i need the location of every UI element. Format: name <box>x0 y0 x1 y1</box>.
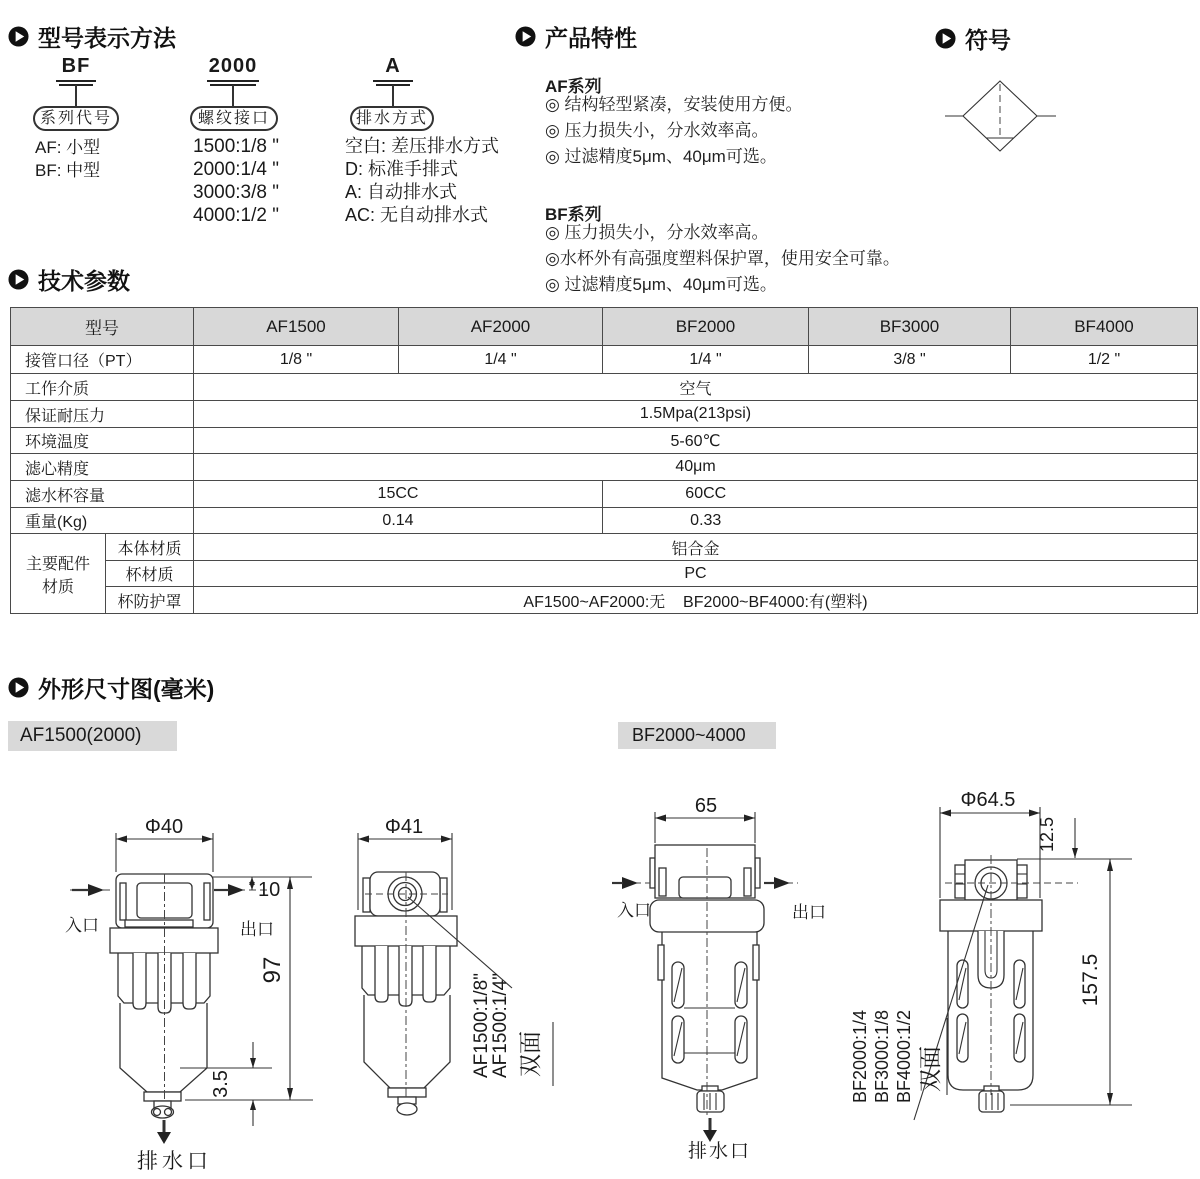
model-item: BF: 中型 <box>35 161 101 180</box>
section-marker-icon <box>935 28 956 49</box>
section-marker-icon <box>8 269 29 290</box>
model-pill: 螺纹接口 <box>190 106 278 131</box>
cell-value: 1/8 " <box>194 346 399 374</box>
dim-drain-height: 3.5 <box>210 1070 232 1098</box>
table-row <box>11 508 1198 534</box>
feature-bullet: ◎ 压力损失小，分水效率高。 <box>545 223 769 242</box>
port-callout: AF1500:1/4" <box>490 973 511 1078</box>
cell-value: 铝合金 <box>194 534 1198 561</box>
dim-width: 65 <box>694 795 718 817</box>
cell-value: 1.5Mpa(213psi) <box>194 401 1198 428</box>
inlet-label: 入口 <box>65 916 99 935</box>
feature-group-heading: AF系列 <box>545 77 602 96</box>
port-callout: BF2000:1/4 <box>850 1009 870 1103</box>
bf-side-drawing <box>850 785 1140 1175</box>
feature-bullets <box>545 220 900 298</box>
af-side-drawing <box>335 795 565 1179</box>
drain-label: 排水口 <box>137 1150 212 1173</box>
cell-value: 0.33 <box>603 508 809 534</box>
connector-line <box>75 85 77 106</box>
row-label: 杯防护罩 <box>106 587 194 614</box>
table-row <box>11 587 1198 614</box>
variant-label-af: AF1500(2000) <box>8 721 177 751</box>
af-front-drawing <box>55 795 320 1179</box>
connector-line <box>392 85 394 106</box>
table-row <box>11 454 1198 481</box>
spacer-cell <box>809 481 1198 508</box>
model-code-block <box>205 55 261 86</box>
material-group-label <box>11 534 106 614</box>
cell-value: 1/2 " <box>1011 346 1198 374</box>
section-marker-icon <box>8 677 29 698</box>
row-label: 滤心精度 <box>11 454 194 481</box>
cell-value: 3/8 " <box>809 346 1011 374</box>
col-header: BF3000 <box>809 308 1011 346</box>
col-header: AF1500 <box>194 308 399 346</box>
model-title: 型号表示方法 <box>38 25 176 51</box>
model-pill: 系列代号 <box>33 106 119 131</box>
feature-bullet: ◎ 过滤精度5μm、40μm可选。 <box>545 275 777 294</box>
features-title: 产品特性 <box>545 25 637 51</box>
material-group-label-line: 材质 <box>41 578 74 596</box>
model-item: A: 自动排水式 <box>345 182 458 202</box>
row-label: 本体材质 <box>106 534 194 561</box>
row-label: 滤水杯容量 <box>11 481 194 508</box>
port-callout: BF4000:1/2 <box>894 1009 914 1103</box>
cell-value: 60CC <box>603 481 809 508</box>
dim-diameter: Φ41 <box>384 816 424 838</box>
table-row <box>11 561 1198 587</box>
outlet-label: 出口 <box>240 920 274 939</box>
model-item: 3000:3/8 " <box>193 182 279 203</box>
col-header: BF2000 <box>603 308 809 346</box>
model-item: D: 标准手排式 <box>345 159 459 179</box>
cell-value: 1/4 " <box>603 346 809 374</box>
model-item: 1500:1/8 " <box>193 136 279 157</box>
model-code-block <box>40 55 112 86</box>
model-item: AF: 小型 <box>35 138 101 157</box>
row-label: 接管口径（PT） <box>11 346 194 374</box>
cell-value: 1/4 " <box>399 346 603 374</box>
feature-bullet: ◎水杯外有高强度塑料保护罩，使用安全可靠。 <box>545 249 900 268</box>
table-row <box>11 534 1198 561</box>
symbol-section-title <box>935 22 1011 55</box>
dimensions-section-title <box>8 671 214 704</box>
table-row <box>11 374 1198 401</box>
cell-value: 5-60℃ <box>194 428 1198 454</box>
model-items <box>345 135 499 227</box>
variant-label-bf: BF2000~4000 <box>618 722 776 749</box>
port-callout: AF1500:1/8" <box>471 973 492 1078</box>
cell-value: AF1500~AF2000:无 BF2000~BF4000:有(塑料) <box>194 587 1198 614</box>
model-item: AC: 无自动排水式 <box>345 205 489 225</box>
model-pill: 排水方式 <box>350 106 434 131</box>
symbol-title: 符号 <box>965 27 1011 53</box>
filter-symbol-drawing <box>930 58 1075 168</box>
dim-diameter: Φ64.5 <box>960 789 1016 811</box>
row-label: 工作介质 <box>11 374 194 401</box>
row-label: 重量(Kg) <box>11 508 194 534</box>
both-sides-label: 双面 <box>917 1046 943 1092</box>
table-header-row <box>11 308 1198 346</box>
specs-section-title <box>8 263 130 296</box>
table-row <box>11 481 1198 508</box>
dim-port-offset: 10 <box>258 879 281 901</box>
cell-value: 15CC <box>194 481 603 508</box>
dimensions-title: 外形尺寸图(毫米) <box>38 676 215 702</box>
row-label: 环境温度 <box>11 428 194 454</box>
cell-value: 空气 <box>194 374 1198 401</box>
features-section-title <box>515 20 637 53</box>
cell-value: 0.14 <box>194 508 603 534</box>
code-underline <box>373 80 413 82</box>
model-code-block <box>370 55 416 86</box>
table-row <box>11 346 1198 374</box>
feature-bullet: ◎ 过滤精度5μm、40μm可选。 <box>545 147 777 166</box>
feature-bullet: ◎ 压力损失小，分水效率高。 <box>545 121 769 140</box>
drain-label: 排水口 <box>688 1141 752 1162</box>
feature-bullets <box>545 92 803 170</box>
row-label: 保证耐压力 <box>11 401 194 428</box>
bf-front-drawing <box>605 780 835 1170</box>
material-group-label-line: 主要配件 <box>25 555 90 573</box>
model-items <box>35 136 100 182</box>
model-item: 空白: 差压排水方式 <box>345 136 500 156</box>
inlet-label: 入口 <box>617 901 651 920</box>
feature-bullet: ◎ 结构轻型紧凑，安装使用方便。 <box>545 95 803 114</box>
model-item: 4000:1/2 " <box>193 205 279 226</box>
section-marker-icon <box>8 26 29 47</box>
model-section-title <box>8 20 176 53</box>
model-code: BF <box>61 55 91 77</box>
model-items <box>193 135 279 227</box>
cell-value: 40μm <box>194 454 1198 481</box>
af-side-body <box>355 872 457 1115</box>
feature-group-heading: BF系列 <box>545 205 602 224</box>
section-marker-icon <box>515 26 536 47</box>
col-header: AF2000 <box>399 308 603 346</box>
col-header: BF4000 <box>1011 308 1198 346</box>
dim-height: 97 <box>259 956 286 984</box>
model-item: 2000:1/4 " <box>193 159 279 180</box>
both-sides-label: 双面 <box>517 1031 543 1077</box>
table-row <box>11 401 1198 428</box>
col-header: 型号 <box>11 308 194 346</box>
code-underline <box>207 80 259 82</box>
dim-diameter: Φ40 <box>144 816 184 838</box>
model-code: 2000 <box>208 55 258 77</box>
code-underline <box>56 80 96 82</box>
af-front-body <box>110 874 218 1118</box>
bf-front-body <box>650 845 764 1118</box>
specs-title: 技术参数 <box>38 268 130 294</box>
connector-line <box>232 85 234 106</box>
row-label: 杯材质 <box>106 561 194 587</box>
dim-top-offset: 12.5 <box>1037 816 1057 852</box>
model-code: A <box>385 55 401 77</box>
dim-height: 157.5 <box>1079 953 1102 1007</box>
bf-side-body <box>940 855 1078 1112</box>
table-row <box>11 428 1198 454</box>
cell-value: PC <box>194 561 1198 587</box>
spacer-cell <box>809 508 1198 534</box>
specs-table <box>10 307 1198 614</box>
outlet-label: 出口 <box>792 903 826 922</box>
port-callout: BF3000:1/8 <box>872 1009 892 1103</box>
